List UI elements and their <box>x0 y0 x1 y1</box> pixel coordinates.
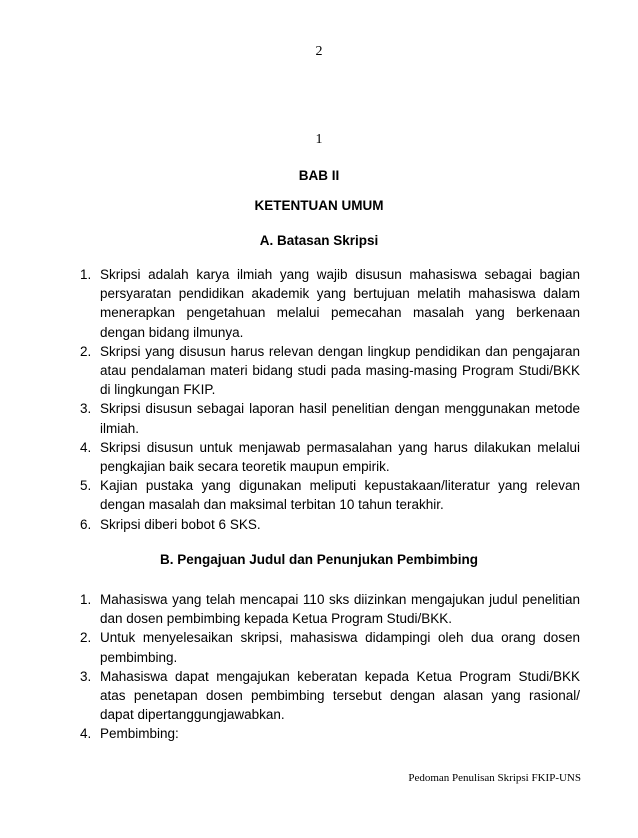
list-number: 1. <box>80 592 92 607</box>
list-text: Skripsi diberi bobot 6 SKS. <box>100 516 261 532</box>
list-number: 5. <box>80 478 92 494</box>
list-text: Skripsi disusun untuk menjawab permasalahan yang harus dilakukan melalui pengkajian baik secara teoretik maupun empirik. <box>100 439 580 475</box>
list-text: Skripsi disusun sebagai laporan hasil penelitian dengan menggunakan metode ilmiah. <box>100 401 580 436</box>
list-item <box>80 515 580 534</box>
list-text: Skripsi adalah karya ilmiah yang wajib disusun mahasiswa sebagai bagian persyaratan pendidikan akademik yang bertujuan melatih mahasiswa dalam menerapkan pengetahuan melalui pemecahan masalah yang berkenaan dengan bidang ilmunya. <box>100 267 580 340</box>
list-text: Mahasiswa dapat mengajukan keberatan kepada Ketua Program Studi/BKK atas penetapan dosen pembimbing tersebut dengan alasan yang rasional/ dapat dipertanggungjawabkan. <box>100 668 580 723</box>
list-text: Mahasiswa yang telah mencapai 110 sks diizinkan mengajukan judul penelitian dan dosen pembimbing kepada Ketua Program Studi/BKK. <box>100 592 580 627</box>
list-item <box>80 476 580 514</box>
list-number: 6. <box>80 516 92 532</box>
section-a-list <box>80 265 580 534</box>
section-b-heading: B. Pengajuan Judul dan Penunjukan Pembimbing <box>159 552 479 567</box>
list-number: 1. <box>80 267 92 282</box>
page-footer: Pedoman Penulisan Skripsi FKIP-UNS <box>408 772 581 784</box>
chapter-label: BAB II <box>298 168 340 183</box>
list-item <box>80 724 580 743</box>
list-number: 2. <box>80 630 92 646</box>
list-item <box>80 628 580 666</box>
list-text: Skripsi yang disusun harus relevan dengan lingkup pendidikan dan pengajaran atau pendalaman materi bidang studi pada masing-masing Program Studi/BKK di lingkungan FKIP. <box>100 343 580 398</box>
page-number-secondary: 1 <box>315 132 323 147</box>
section-a-heading: A. Batasan Skripsi <box>259 233 379 248</box>
list-item <box>80 342 580 400</box>
list-text: Kajian pustaka yang digunakan meliputi kepustakaan/literatur yang relevan dengan masalah dan maksimal terbitan 10 tahun terakhir. <box>100 478 580 513</box>
list-number: 3. <box>80 668 92 684</box>
list-item <box>80 590 580 628</box>
list-number: 2. <box>80 343 92 359</box>
list-item <box>80 438 580 476</box>
page-number-top: 2 <box>315 44 323 59</box>
list-item <box>80 399 580 437</box>
list-item <box>80 667 580 725</box>
list-text: Untuk menyelesaikan skripsi, mahasiswa didampingi oleh dua orang dosen pembimbing. <box>100 630 580 665</box>
list-number: 4. <box>80 439 92 455</box>
list-number: 3. <box>80 401 92 417</box>
chapter-title: KETENTUAN UMUM <box>254 198 384 213</box>
list-number: 4. <box>80 726 92 742</box>
section-b-list <box>80 590 580 744</box>
list-item <box>80 265 580 342</box>
list-text: Pembimbing: <box>100 726 179 742</box>
